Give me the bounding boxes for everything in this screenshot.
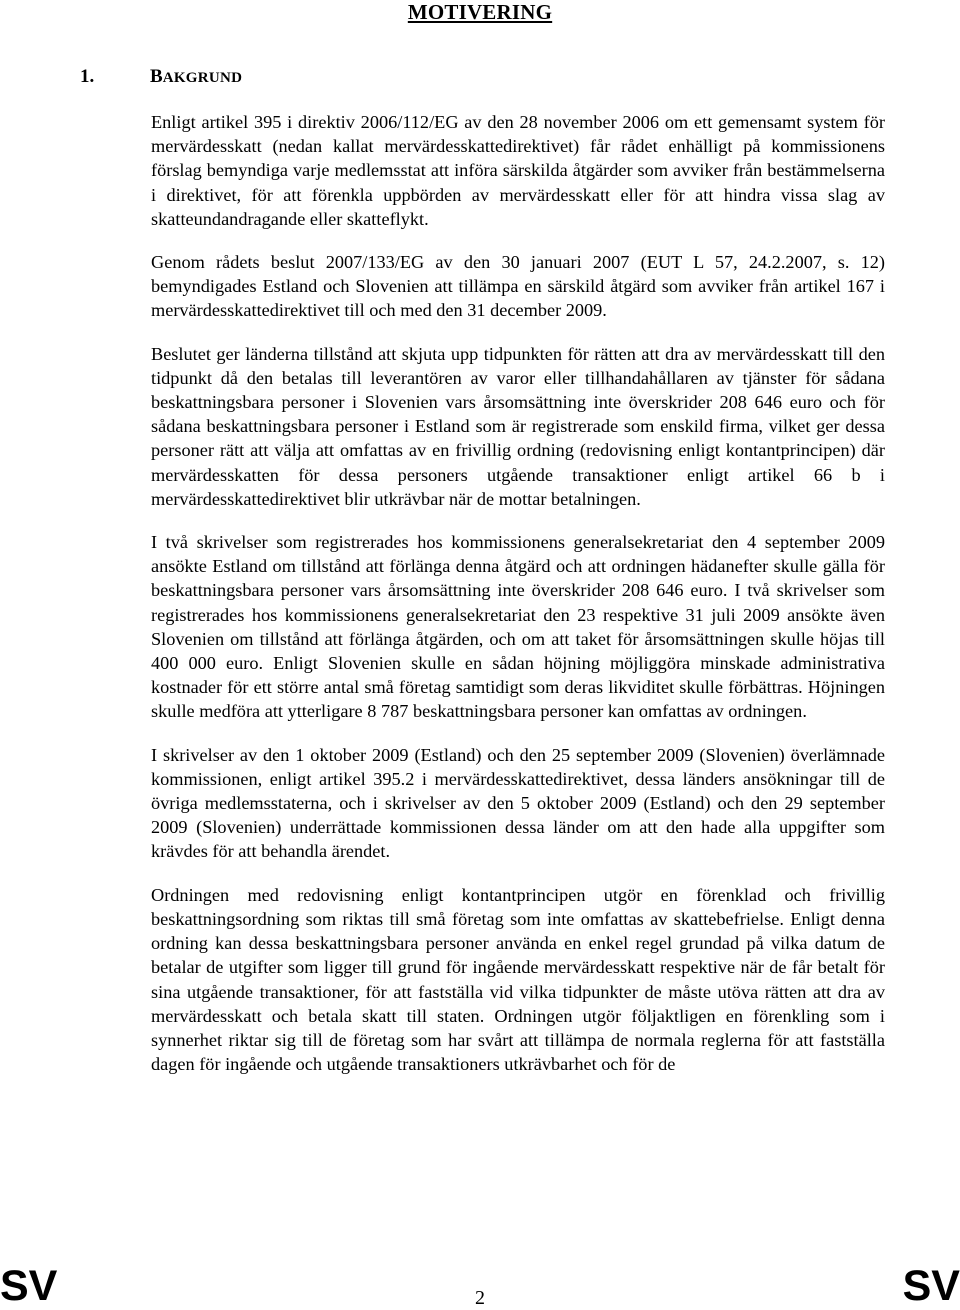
- document-body: [151, 110, 885, 1095]
- paragraph-5: I skrivelser av den 1 oktober 2009 (Estland) och den 25 september 2009 (Slovenien) överlämnade kommissionen, enligt artikel 395.2 i mervärdesskattedirektivet, dessa länders ansökningar till de övriga medlemsstaterna, och i skrivelser av den 5 oktober 2009 (Estland) och den 29 september 2009 (Slovenien) underrättade kommissionen dessa länder om att den hade alla uppgifter som krävdes för att behandla ärendet.: [151, 744, 885, 862]
- paragraph-3: Beslutet ger länderna tillstånd att skjuta upp tidpunkten för rätten att dra av mervärdesskatt till den tidpunkt då den betalas till leverantören av varor eller tillhandahållaren av tjänster för sådana beskattningsbara personer i Slovenien vars årsomsättning inte överskrider 208 646 euro och för sådana beskattningsbara personer i Estland som är registrerade som enskild firma, vilket ger dessa personer rätt att välja att omfattas av en frivillig ordning (redovisning enligt kontantprincipen) där mervärdesskatten för dessa personers utgående transaktioner enligt artikel 66 b i mervärdesskattedirektivet blir utkrävbar när de mottar betalningen.: [151, 343, 885, 509]
- section-heading-rest: AKGRUND: [162, 70, 243, 86]
- paragraph-6: Ordningen med redovisning enligt kontantprincipen utgör en förenklad och frivillig beskattningsordning som riktas till små företag som inte omfattas av skattebefrielse. Enligt denna ordning kan dessa beskattningsbara personer använda en enkel regel grundad på vilka datum de betalar de utgifter som ligger till grund för ingående mervärdesskatt respektive när de får betalt för sina utgående transaktioner, för att fastställa vid vilka tidpunkter de måste utöva rätten att dra av mervärdesskatt och betala skatt till staten. Ordningen utgör följaktligen en förenkling som i synnerhet riktar sig till de företag som har svårt att tillämpa de normala reglerna för att fastställa dagen för ingående och utgående transaktioners utkrävbarhet och för de: [151, 884, 885, 1075]
- footer-language-left: SV: [0, 1262, 58, 1310]
- paragraph-2: Genom rådets beslut 2007/133/EG av den 30 januari 2007 (EUT L 57, 24.2.2007, s. 12) bemyndigades Estland och Slovenien att tillämpa en särskild åtgärd som avviker från artikel 167 i mervärdesskattedirektivet till och med den 31 december 2009.: [151, 252, 885, 321]
- section-heading-initial: B: [150, 66, 163, 87]
- page-number: 2: [475, 1287, 485, 1309]
- section-heading: [80, 66, 242, 88]
- paragraph-4: I två skrivelser som registrerades hos kommissionens generalsekretariat den 4 september 2009 ansökte Estland om tillstånd att förlänga denna åtgärd och att ordningen hädanefter skulle gälla för beskattningsbara personer vars årsomsättning inte överskrider 208 646 euro. I två skrivelser som registrerades hos kommissionens generalsekretariat den 23 respektive 31 juli 2009 ansökte även Slovenien om tillstånd att förlänga åtgärden, och om att taket för årsomsättningen skulle höjas till 400 000 euro. Enligt Slovenien skulle en sådan höjning möjliggöra minskade administrativa kostnader för ett större antal små företag samtidigt som deras likviditet skulle förbättras. Höjningen skulle medföra att ytterligare 8 787 beskattningsbara personer kan omfattas av ordningen.: [151, 532, 885, 722]
- footer-language-right: SV: [902, 1262, 960, 1310]
- paragraph-1: Enligt artikel 395 i direktiv 2006/112/EG av den 28 november 2006 om ett gemensamt system för mervärdesskatt (nedan kallat mervärdesskattedirektivet) får rådet enhälligt på kommissionens förslag bemyndiga varje medlemsstat att införa särskilda åtgärder som avviker från bestämmelserna i direktivet, för att förenkla uppbörden av mervärdesskatt eller för att hindra vissa slag av skatteundandragande eller skatteflykt.: [151, 112, 885, 229]
- document-title: MOTIVERING: [407, 0, 553, 24]
- section-number: 1.: [80, 66, 95, 87]
